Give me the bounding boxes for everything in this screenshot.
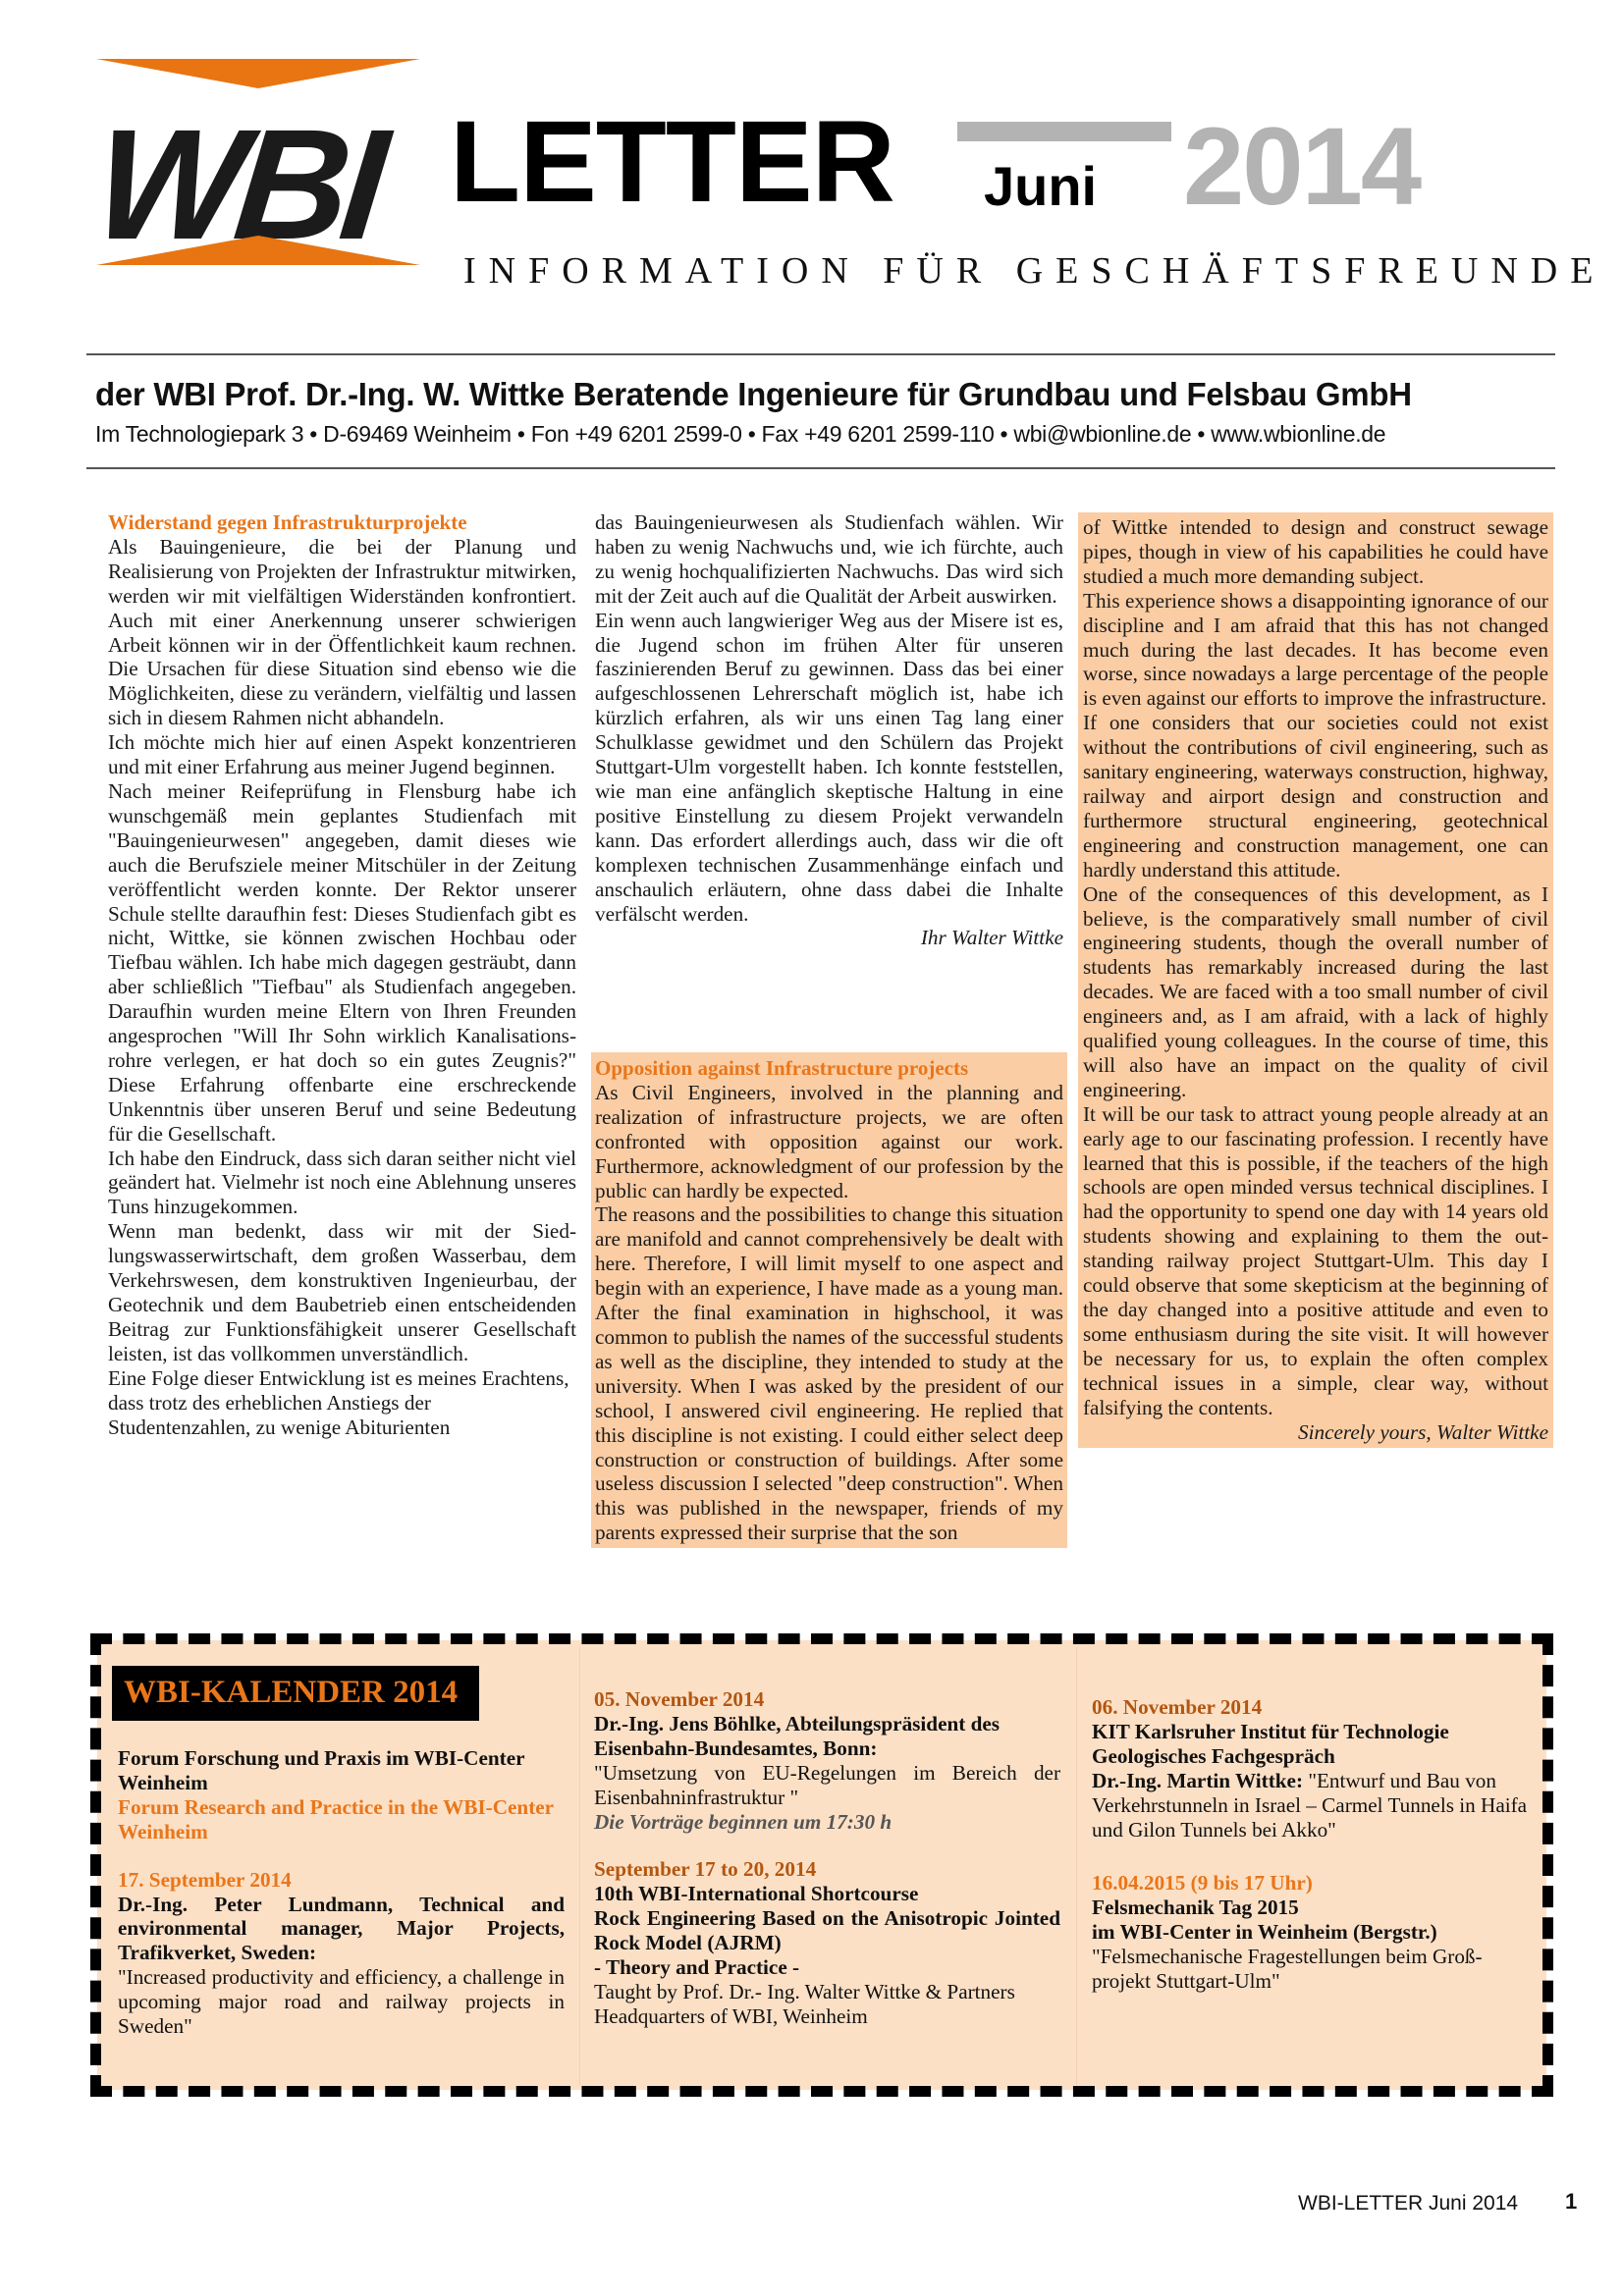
logo-wordmark: WBI [86, 96, 388, 272]
english-signature: Sincerely yours, Walter Wittke [1298, 1419, 1548, 1444]
company-address: Im Technologiepark 3 • D-69469 Weinheim • Fon +49 6201 2599-0 • Fax +49 6201 2599-110 • wbi@wbionline.de • www.wbionline.de [95, 421, 1386, 447]
article-english-column-3 [1078, 512, 1553, 1448]
paragraph: Ein wenn auch langwieriger Weg aus der Misere ist es, die Jugend schon im frühen Alter für unseren faszinierenden Beruf zu gewinnen. Dass das bei einer aufgeschlossenen Lehrerschaft möglich ist, habe ich kürzlich erfahren, als wir uns einen Tag lang einer Schulklasse gewidmet und den Schülern das Projekt Stuttgart-Ulm vorgestellt haben. Ich konnte feststellen, wie man eine anfänglich skeptische Haltung in eine positive Einstellung zu diesem Projekt verwandeln kann. Das erfordert allerdings auch, dass wir die oft komplexen technischen Zusammenhänge einfach und anschaulich erläutern, ohne dass dabei die Inhalte verfälscht werden. [595, 608, 1063, 926]
forum-title-de: Forum Forschung und Praxis im WBI-Center Weinheim [118, 1746, 525, 1794]
paragraph: Wenn man bedenkt, dass wir mit der Siedlungswasserwirtschaft, dem großen Wasserbau, dem Verkehrswesen, dem konstruktiven Ingenieurbau, der Geotechnik und dem Baubetrieb einen entscheidenden Beitrag zur Funktionsfähigkeit unserer Gesellschaft leisten, ist das vollkommen unverständlich. [108, 1219, 576, 1365]
forum-header [118, 1746, 565, 1844]
event-detail: Headquarters of WBI, Weinheim [594, 2003, 868, 2028]
paragraph: Ich möchte mich hier auf einen Aspekt konzentrieren und mit einer Erfahrung aus meiner Jugend beginnen. [108, 730, 576, 779]
event-talk: "Umsetzung von EU-Regelungen im Bereich der Eisenbahninfrastruktur " [594, 1760, 1060, 1809]
header-divider-bottom [86, 467, 1555, 469]
event-title-line: Felsmechanik Tag 2015 [1092, 1896, 1299, 1920]
paragraph: of Wittke intended to design and construct sewage pipes, though in view of his capabilities he could have studied a much more demanding subject. [1083, 515, 1548, 588]
event-title-line: 10th WBI-International Shortcourse [594, 1882, 919, 1906]
calendar-column-divider [1076, 1647, 1077, 2085]
event-title-line: - Theory and Practice - [594, 1955, 800, 1980]
paragraph: Ich habe den Eindruck, dass sich daran seither nicht viel geändert hat. Vielmehr ist noch eine Ablehnung unseres Tuns hinzugekommen. [108, 1146, 576, 1219]
calendar-event [594, 1857, 1060, 2028]
event-date: 16.04.2015 (9 bis 17 Uhr) [1092, 1871, 1313, 1896]
article-column-2 [595, 510, 1063, 1545]
paragraph: Als Bauingenieure, die bei der Planung und Realisierung von Projekten der Infrastruktur mitwirken, werden wir mit vielfältigen Widerständen konfrontiert. Auch mit einer Anerkennung unserer schwierigen Arbeit können wir in der Öffentlichkeit kaum rechnen. Die Ursachen für diese Situation sind ebenso wie die Möglichkeiten, diese zu verändern, vielfältig und lassen sich in diesem Rahmen nicht abhandeln. [108, 534, 576, 730]
event-speaker: Dr.-Ing. Peter Lundmann, Technical and environmental manager, Major Projects, Trafikverket, Sweden: [118, 1892, 565, 1965]
calendar-event [118, 1868, 565, 2039]
footer-label: WBI-LETTER Juni 2014 [1298, 2192, 1519, 2215]
paragraph: The reasons and the possibilities to change this situation are manifold and cannot comprehensively be dealt with here. Therefore, I will limit myself to one aspect and begin with an experience, I have made as a young man. After the final examination in highschool, it was common to publish the names of the successful students as well as the discipline, they intended to study at the university. When I was asked by the president of our school, I answered civil engineering. He replied that this discipline is not existing. I could either select deep construction or construction of buildings. After some useless discussion I selected "deep construction". When this was published in the newspaper, friends of my parents expressed their surprise that the son [595, 1202, 1063, 1545]
event-talk: "Entwurf und Bau von Verkehrstunneln in Israel – Carmel Tunnels in Haifa und Gilon Tunnels bei Akko" [1092, 1768, 1528, 1842]
paragraph: das Bauingenieurwesen als Studienfach wählen. Wir haben zu wenig Nachwuchs und, wie ich fürchte, auch zu wenig hochqualifizierten Nachwuchs. Das wird sich mit der Zeit auch auf die Qualität der Arbeit auswirken. [595, 510, 1063, 608]
calendar-event [594, 1687, 1060, 1834]
event-title-line: im WBI-Center in Weinheim (Bergstr.) [1092, 1920, 1437, 1945]
paragraph: As Civil Engineers, involved in the planning and realization of infrastructure projects, we are often confronted with opposition against our work. Furthermore, acknowledgment of our profession by the public can hardly be expected. [595, 1080, 1063, 1202]
calendar-event [1092, 1871, 1530, 1994]
header-divider-top [86, 353, 1555, 355]
logo-top-chevron-icon [96, 59, 420, 88]
article-english-heading: Opposition against Infrastructure projects [595, 1056, 969, 1080]
paragraph: This experience shows a disappointing ignorance of our discipline and I am afraid that this has not changed much during the last decades. It has become even worse, since nowadays a large percentage of the people is even against our efforts to improve the infrastructure. [1083, 588, 1548, 711]
paragraph: If one considers that our societies could not exist without the contributions of civil engineering, such as sanitary engineering, waterways construction, highway, railway and airport design and construction and furthermore structural engineering, geotechnical engineering and construction management, one can hardly understand this attitude. [1083, 711, 1548, 881]
decorative-bar [957, 122, 1171, 141]
event-title-line: KIT Karlsruher Institut für Technologie [1092, 1719, 1449, 1743]
event-note: Die Vorträge beginnen um 17:30 h [594, 1809, 893, 1834]
paragraph: One of the consequences of this development, as I believe, is the comparatively small number of civil engineering students, though the overall number of students has remarkably increased during the last decades. We are faced with a too small number of civil engineers and, as I am afraid, with a lack of highly qualified young colleagues. In the course of time, this will also have an impact on the quality of civil engineering. [1083, 881, 1548, 1101]
paragraph: It will be our task to attract young people already at an early age to our fascinating profession. I recently have learned that this is possible, if the teachers of the high schools are open minded versus technical disciplines. I had the opportunity to spend one day with 14 years old students showing and explaining to them the outstanding railway project Stuttgart-Ulm. This day I could observe that some skepticism at the beginning of the day changed into a positive attitude and even to some enthusiasm during the site visit. It will however be necessary for us, to explain the often complex technical issues in a simple, clear way, without falsifying the contents. [1083, 1101, 1548, 1419]
event-title-line: Rock Engineering Based on the Anisotropic Jointed Rock Model (AJRM) [594, 1906, 1060, 1955]
event-title-line: Geologisches Fachgespräch [1092, 1743, 1335, 1768]
newsletter-title: LETTER [450, 97, 894, 227]
calendar-column-1 [101, 1640, 574, 2090]
event-speaker-talk [1092, 1769, 1530, 1842]
page-number: 1 [1565, 2189, 1578, 2214]
event-talk: "Felsmechanische Fragestellungen beim Großprojekt Stuttgart-Ulm" [1092, 1945, 1483, 1994]
logo-bottom-chevron-icon [96, 236, 420, 265]
paragraph: Eine Folge dieser Entwicklung ist es meines Erachtens, dass trotz des erheblichen Anstiegs der Studentenzahlen, zu wenige Abiturienten [108, 1365, 569, 1439]
issue-month: Juni [984, 155, 1098, 217]
calendar-column-2 [579, 1640, 1070, 2090]
event-detail: Taught by Prof. Dr.- Ing. Walter Wittke & Partners [594, 1979, 1015, 2003]
german-signature: Ihr Walter Wittke [920, 926, 1063, 950]
article-german-column-1 [108, 510, 576, 1439]
event-talk: "Increased productivity and efficiency, a challenge in upcoming major road and railway projects in Sweden" [118, 1965, 565, 2039]
event-speaker: Dr.-Ing. Jens Böhlke, Abteilungspräsident des Eisenbahn-Bundesamtes, Bonn: [594, 1711, 1001, 1760]
article-german-heading: Widerstand gegen Infrastrukturprojekte [108, 510, 467, 534]
calendar-title: WBI-KALENDER 2014 [112, 1666, 479, 1721]
newsletter-subtitle: INFORMATION FÜR GESCHÄFTSFREUNDE [463, 250, 1606, 292]
company-name: der WBI Prof. Dr.-Ing. W. Wittke Beratende Ingenieure für Grundbau und Felsbau GmbH [95, 376, 1412, 412]
event-date: 17. September 2014 [118, 1867, 292, 1892]
paragraph: Nach meiner Reifeprüfung in Flensburg habe ich wunschgemäß mein geplantes Studienfach mit "Bauingenieurwesen" angegeben, damit dieses wie auch die Berufsziele meiner Mitschüler in der Zeitung veröffentlicht werden konnte. Der Rektor unserer Schule stellte daraufhin fest: Dieses Studienfach gibt es nicht, Wittke, sie können zwischen Hochbau oder Tiefbau wählen. Ich habe mich dagegen gesträubt, dann aber schließlich "Tiefbau" als Studienfach angegeben. Daraufhin wurden meine Eltern von Ihren Freunden angesprochen "Will Ihr Sohn wirklich Kanalisationsrohre verlegen, er hat doch so ein gutes Zeugnis?" Diese Erfahrung offenbarte eine erschreckende Unkenntnis über unseren Beruf und seine Bedeutung für die Gesellschaft. [108, 778, 576, 1146]
calendar-column-3 [1078, 1640, 1540, 2090]
event-speaker: Dr.-Ing. Martin Wittke: [1092, 1768, 1304, 1792]
wbi-logo [86, 59, 430, 272]
calendar-event [1092, 1695, 1530, 1842]
article-english-box [591, 1052, 1067, 1548]
event-date: 05. November 2014 [594, 1687, 765, 1711]
event-date: September 17 to 20, 2014 [594, 1857, 817, 1882]
issue-year: 2014 [1183, 105, 1421, 228]
event-date: 06. November 2014 [1092, 1695, 1263, 1719]
forum-title-en: Forum Research and Practice in the WBI-Center Weinheim [118, 1794, 554, 1843]
